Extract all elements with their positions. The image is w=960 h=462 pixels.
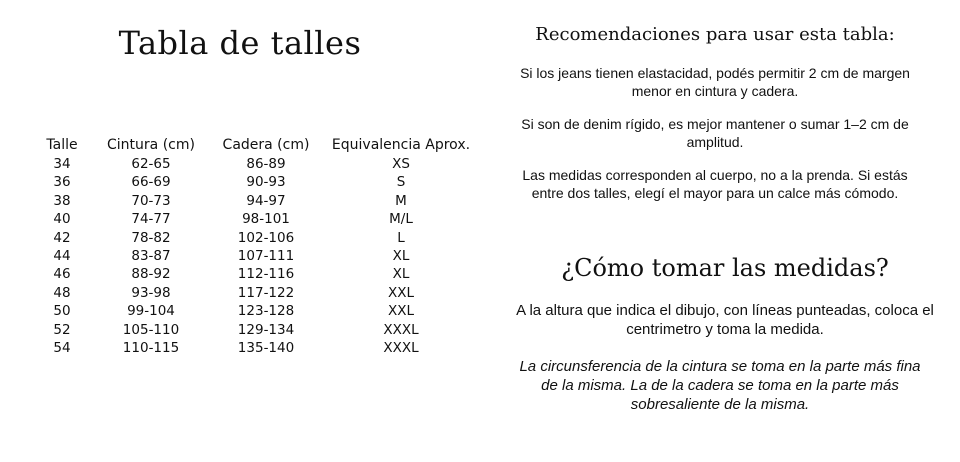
cell-cadera: 123-128 — [237, 303, 295, 320]
cell-cadera: 94-97 — [246, 192, 286, 209]
table-row — [38, 339, 486, 357]
cell-cintura: 88-92 — [131, 266, 171, 283]
table-row — [38, 210, 486, 228]
cell-cadera: 90-93 — [246, 174, 286, 191]
table-row — [38, 173, 486, 191]
cell-cadera: 112-116 — [237, 266, 295, 283]
cell-talle: 42 — [53, 229, 71, 246]
cell-cadera: 98-101 — [242, 211, 290, 228]
table-row — [38, 302, 486, 320]
how-to-measure-note: La circunsferencia de la cintura se toma en la parte más fina de la misma. La de la cadera se toma en la parte más sobresaliente de la misma. — [519, 358, 921, 413]
cell-cintura: 83-87 — [131, 248, 171, 265]
table-row — [38, 247, 486, 265]
column-header-talle: Talle — [46, 137, 78, 153]
cell-cintura: 99-104 — [127, 303, 175, 320]
cell-cintura: 93-98 — [131, 284, 171, 301]
cell-equivalencia: M — [395, 192, 407, 209]
recommendation-elasticity: Si los jeans tienen elastacidad, podés permitir 2 cm de margen menor en cintura y cadera. — [520, 65, 910, 99]
cell-cadera: 135-140 — [237, 340, 295, 357]
cell-equivalencia: XL — [392, 248, 410, 265]
cell-equivalencia: L — [397, 229, 405, 246]
cell-equivalencia: XXL — [387, 284, 415, 301]
table-row — [38, 284, 486, 302]
table-row — [38, 265, 486, 283]
cell-equivalencia: S — [396, 174, 406, 191]
table-row — [38, 155, 486, 173]
cell-cadera: 129-134 — [237, 321, 295, 338]
cell-talle: 50 — [53, 303, 71, 320]
cell-talle: 52 — [53, 321, 71, 338]
cell-talle: 40 — [53, 211, 71, 228]
recommendation-body-measurements: Las medidas corresponden al cuerpo, no a la prenda. Si estás entre dos talles, elegí el mayor para un calce más cómodo. — [522, 167, 908, 201]
table-row — [38, 192, 486, 210]
how-to-measure-text: A la altura que indica el dibujo, con líneas punteadas, coloca el centrimetro y toma la medida. — [516, 302, 934, 338]
cell-talle: 36 — [53, 174, 71, 191]
cell-cintura: 78-82 — [131, 229, 171, 246]
table-header-row — [38, 135, 486, 155]
cell-talle: 54 — [53, 340, 71, 357]
cell-cintura: 105-110 — [122, 321, 180, 338]
cell-equivalencia: XXXL — [383, 321, 419, 338]
cell-talle: 48 — [53, 284, 71, 301]
cell-cintura: 70-73 — [131, 192, 171, 209]
cell-equivalencia: XXL — [387, 303, 415, 320]
cell-cintura: 74-77 — [131, 211, 171, 228]
how-to-measure-title: ¿Cómo tomar las medidas? — [561, 254, 889, 282]
instructions-section — [510, 0, 940, 462]
cell-cintura: 66-69 — [131, 174, 171, 191]
cell-talle: 46 — [53, 266, 71, 283]
recommendations-title: Recomendaciones para usar esta tabla: — [535, 24, 895, 45]
cell-cintura: 110-115 — [122, 340, 180, 357]
recommendation-rigid-denim: Si son de denim rígido, es mejor mantener o sumar 1–2 cm de amplitud. — [521, 116, 909, 150]
cell-cadera: 86-89 — [246, 156, 286, 172]
page-title: Tabla de talles — [118, 24, 362, 62]
cell-equivalencia: M/L — [389, 211, 413, 228]
cell-talle: 34 — [53, 156, 71, 172]
cell-talle: 38 — [53, 192, 71, 209]
table-row — [38, 321, 486, 339]
cell-cadera: 117-122 — [237, 284, 295, 301]
cell-cintura: 62-65 — [131, 156, 171, 172]
cell-talle: 44 — [53, 248, 71, 265]
column-header-cintura: Cintura (cm) — [107, 137, 195, 153]
cell-equivalencia: XXXL — [383, 340, 419, 357]
cell-equivalencia: XS — [392, 156, 410, 172]
column-header-cadera: Cadera (cm) — [222, 137, 310, 153]
cell-cadera: 107-111 — [237, 248, 295, 265]
cell-equivalencia: XL — [392, 266, 410, 283]
size-table — [38, 135, 486, 357]
column-header-equivalencia: Equivalencia Aprox. — [331, 137, 471, 153]
table-row — [38, 229, 486, 247]
cell-cadera: 102-106 — [237, 229, 295, 246]
